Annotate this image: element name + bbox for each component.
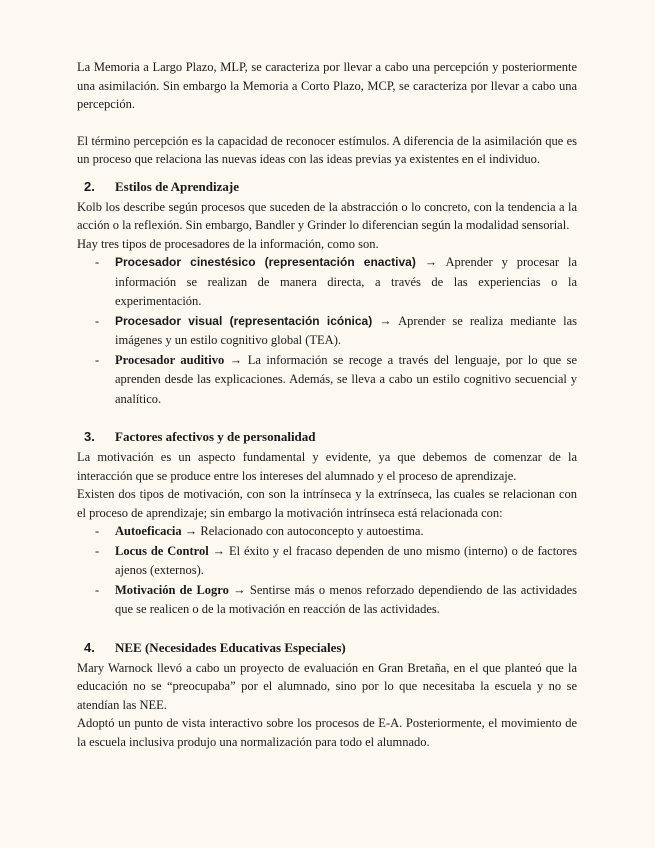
list-item: [77, 253, 577, 312]
list-item: [77, 581, 577, 620]
section-paragraph: Adoptó un punto de vista interactivo sobre los procesos de E-A. Posteriormente, el movimiento de la escuela inclusiva produjo una normalización para todo el alumnado.: [77, 716, 577, 749]
section-title: Factores afectivos y de personalidad: [115, 429, 316, 444]
section-heading: [77, 178, 577, 196]
section-number: 4.: [84, 639, 95, 655]
item-text: La información se recoge a través del lenguaje, por lo que se aprenden desde las explicaciones. Además, se lleva a cabo un estilo cognitivo secuencial y analítico.: [115, 352, 578, 406]
section-paragraph: Kolb los describe según procesos que suceden de la abstracción o lo concreto, con la tendencia a la acción o la reflexión. Sin embargo, Bandler y Grinder lo diferencian según la modalidad sensorial.: [77, 199, 577, 232]
arrow-icon: →: [379, 313, 392, 328]
section-title: Estilos de Aprendizaje: [115, 178, 239, 194]
processor-list: [77, 253, 577, 409]
item-text: El éxito y el fracaso dependen de uno mismo (interno) o de factores ajenos (externos).: [115, 543, 578, 577]
section-number: 2.: [84, 178, 95, 194]
item-term: Autoeficacia: [115, 524, 182, 538]
arrow-icon: →: [229, 352, 243, 367]
item-text: Relacionado con autoconcepto y autoestima.: [200, 524, 424, 538]
item-term: Motivación de Logro: [115, 582, 229, 597]
item-term: Locus de Control: [115, 543, 209, 558]
list-item: [77, 542, 577, 581]
list-item: [77, 522, 577, 542]
item-term: Procesador auditivo: [115, 352, 225, 367]
arrow-icon: →: [424, 255, 438, 269]
arrow-icon: →: [184, 524, 198, 538]
intro-paragraph-2: El término percepción es la capacidad de reconocer estímulos. A diferencia de la asimilación que es un proceso que relaciona las nuevas ideas con las ideas previas ya existentes en el individuo.: [77, 133, 577, 166]
section-nee: [77, 639, 577, 752]
item-term: Procesador cinestésico (representación enactiva): [115, 255, 416, 269]
section-heading: [77, 639, 577, 657]
section-paragraph: La motivación es un aspecto fundamental y evidente, ya que debemos de comenzar de la interacción que se produce entre los intereses del alumnado y el proceso de aprendizaje.: [77, 450, 577, 483]
section-paragraph: Existen dos tipos de motivación, con son la intrínseca y la extrínseca, las cuales se relacionan con el proceso de aprendizaje; sin embargo la motivación intrínseca está relacionada con:: [77, 487, 577, 520]
section-paragraph: Mary Warnock llevó a cabo un proyecto de evaluación en Gran Bretaña, en el que planteó que la educación no se “preocupaba” por el alumnado, sino por lo que necesitaba la escuela y no se atendían las NEE.: [77, 660, 577, 712]
dash-bullet: -: [95, 255, 100, 269]
section-heading: [77, 428, 577, 446]
list-item: [77, 351, 577, 410]
item-text: Aprender y procesar la información se realizan de manera directa, a través de las experiencias o la experimentación.: [115, 255, 578, 308]
arrow-icon: →: [212, 543, 226, 558]
section-number: 3.: [84, 429, 95, 444]
list-item: [77, 312, 577, 351]
arrow-icon: →: [233, 582, 246, 597]
dash-bullet: -: [95, 524, 100, 538]
section-estilos: [77, 178, 577, 410]
intro-paragraph-1: La Memoria a Largo Plazo, MLP, se caracteriza por llevar a cabo una percepción y posteriormente una asimilación. Sin embargo la Memoria a Corto Plazo, MCP, se caracteriza por llevar a cabo una percepción.: [77, 60, 577, 111]
dash-bullet: -: [95, 352, 100, 367]
item-text: Aprender se realiza mediante las imágenes y un estilo cognitivo global (TEA).: [115, 313, 577, 347]
dash-bullet: -: [95, 313, 100, 328]
dash-bullet: -: [95, 582, 100, 597]
section-factores: [77, 428, 577, 620]
motivation-list: [77, 522, 577, 620]
item-term: Procesador visual (representación icónica): [115, 313, 373, 328]
section-title: NEE (Necesidades Educativas Especiales): [115, 639, 346, 655]
dash-bullet: -: [95, 543, 100, 558]
section-paragraph: Hay tres tipos de procesadores de la información, como son.: [77, 236, 379, 251]
item-text: Sentirse más o menos reforzado dependiendo de las actividades que se realicen o de la motivación en reacción de las actividades.: [115, 582, 578, 616]
